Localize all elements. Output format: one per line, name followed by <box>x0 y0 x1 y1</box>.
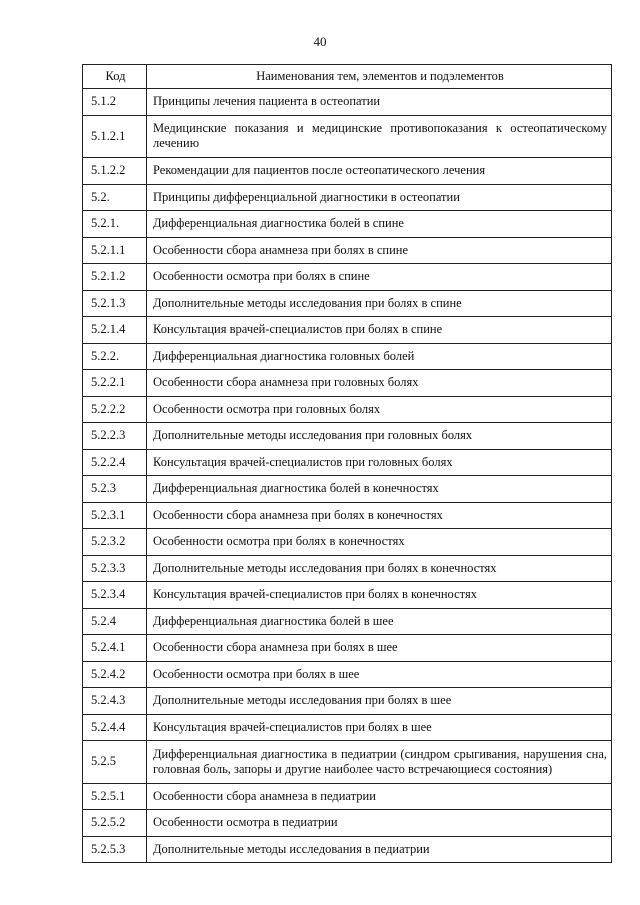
table-row <box>83 449 612 476</box>
table-row <box>83 423 612 450</box>
row-code: 5.2.5 <box>83 741 147 784</box>
topics-table <box>82 64 612 863</box>
header-code: Код <box>83 65 147 89</box>
table-row <box>83 608 612 635</box>
row-code: 5.2.1.1 <box>83 237 147 264</box>
table-row <box>83 264 612 291</box>
row-code: 5.1.2 <box>83 89 147 116</box>
row-code: 5.1.2.2 <box>83 158 147 185</box>
row-name: Особенности сбора анамнеза при болях в конечностях <box>147 502 612 529</box>
row-code: 5.2.4.4 <box>83 714 147 741</box>
table-row <box>83 237 612 264</box>
row-code: 5.2.1.3 <box>83 290 147 317</box>
row-name: Консультация врачей-специалистов при болях в конечностях <box>147 582 612 609</box>
row-name: Особенности сбора анамнеза в педиатрии <box>147 783 612 810</box>
table-row <box>83 635 612 662</box>
row-code: 5.2.1.4 <box>83 317 147 344</box>
row-name: Особенности осмотра при болях в спине <box>147 264 612 291</box>
table-row <box>83 370 612 397</box>
table-row <box>83 836 612 863</box>
row-name: Дополнительные методы исследования при болях в шее <box>147 688 612 715</box>
table-header-row <box>83 65 612 89</box>
row-name: Особенности осмотра в педиатрии <box>147 810 612 837</box>
table-row <box>83 115 612 158</box>
table-row <box>83 529 612 556</box>
row-name: Принципы лечения пациента в остеопатии <box>147 89 612 116</box>
row-name: Медицинские показания и медицинские противопоказания к остеопатическому лечению <box>147 115 612 158</box>
table-row <box>83 317 612 344</box>
table-row <box>83 89 612 116</box>
row-name: Дополнительные методы исследования при болях в конечностях <box>147 555 612 582</box>
page-number: 40 <box>313 34 327 49</box>
table-row <box>83 396 612 423</box>
table-row <box>83 343 612 370</box>
table-row <box>83 783 612 810</box>
row-code: 5.2.5.1 <box>83 783 147 810</box>
table-row <box>83 714 612 741</box>
row-code: 5.2.4.2 <box>83 661 147 688</box>
row-name: Консультация врачей-специалистов при болях в спине <box>147 317 612 344</box>
row-code: 5.2.2.3 <box>83 423 147 450</box>
row-name: Консультация врачей-специалистов при болях в шее <box>147 714 612 741</box>
row-name: Особенности сбора анамнеза при головных болях <box>147 370 612 397</box>
row-code: 5.2.2.2 <box>83 396 147 423</box>
row-name: Особенности сбора анамнеза при болях в спине <box>147 237 612 264</box>
row-code: 5.2.3.4 <box>83 582 147 609</box>
table-row <box>83 184 612 211</box>
row-name: Дифференциальная диагностика болей в спине <box>147 211 612 238</box>
row-code: 5.2.1. <box>83 211 147 238</box>
row-name: Дополнительные методы исследования при головных болях <box>147 423 612 450</box>
row-code: 5.2.3.2 <box>83 529 147 556</box>
row-name: Дифференциальная диагностика в педиатрии (синдром срыгивания, нарушения сна, головная боль, запоры и другие наиболее часто встречающиеся состояния) <box>147 741 612 784</box>
table-row <box>83 810 612 837</box>
row-name: Дополнительные методы исследования при болях в спине <box>147 290 612 317</box>
row-name: Особенности осмотра при болях в шее <box>147 661 612 688</box>
row-name: Особенности осмотра при болях в конечностях <box>147 529 612 556</box>
row-code: 5.2. <box>83 184 147 211</box>
row-code: 5.2.1.2 <box>83 264 147 291</box>
table-row <box>83 211 612 238</box>
row-name: Дифференциальная диагностика головных болей <box>147 343 612 370</box>
row-code: 5.2.3.1 <box>83 502 147 529</box>
row-code: 5.2.4 <box>83 608 147 635</box>
row-name: Особенности сбора анамнеза при болях в шее <box>147 635 612 662</box>
row-code: 5.2.2.4 <box>83 449 147 476</box>
row-code: 5.2.2.1 <box>83 370 147 397</box>
row-name: Принципы дифференциальной диагностики в остеопатии <box>147 184 612 211</box>
row-code: 5.2.4.1 <box>83 635 147 662</box>
row-code: 5.2.2. <box>83 343 147 370</box>
table-row <box>83 555 612 582</box>
row-name: Дополнительные методы исследования в педиатрии <box>147 836 612 863</box>
row-name: Дифференциальная диагностика болей в конечностях <box>147 476 612 503</box>
row-code: 5.2.3.3 <box>83 555 147 582</box>
table-row <box>83 688 612 715</box>
row-name: Дифференциальная диагностика болей в шее <box>147 608 612 635</box>
table-row <box>83 741 612 784</box>
row-code: 5.2.4.3 <box>83 688 147 715</box>
header-name: Наименования тем, элементов и подэлементов <box>147 65 612 89</box>
table-row <box>83 582 612 609</box>
row-code: 5.2.5.2 <box>83 810 147 837</box>
row-name: Особенности осмотра при головных болях <box>147 396 612 423</box>
table-row <box>83 502 612 529</box>
row-code: 5.2.3 <box>83 476 147 503</box>
row-code: 5.2.5.3 <box>83 836 147 863</box>
row-name: Рекомендации для пациентов после остеопатического лечения <box>147 158 612 185</box>
row-code: 5.1.2.1 <box>83 115 147 158</box>
table-row <box>83 158 612 185</box>
row-name: Консультация врачей-специалистов при головных болях <box>147 449 612 476</box>
table-row <box>83 290 612 317</box>
table-row <box>83 661 612 688</box>
table-row <box>83 476 612 503</box>
